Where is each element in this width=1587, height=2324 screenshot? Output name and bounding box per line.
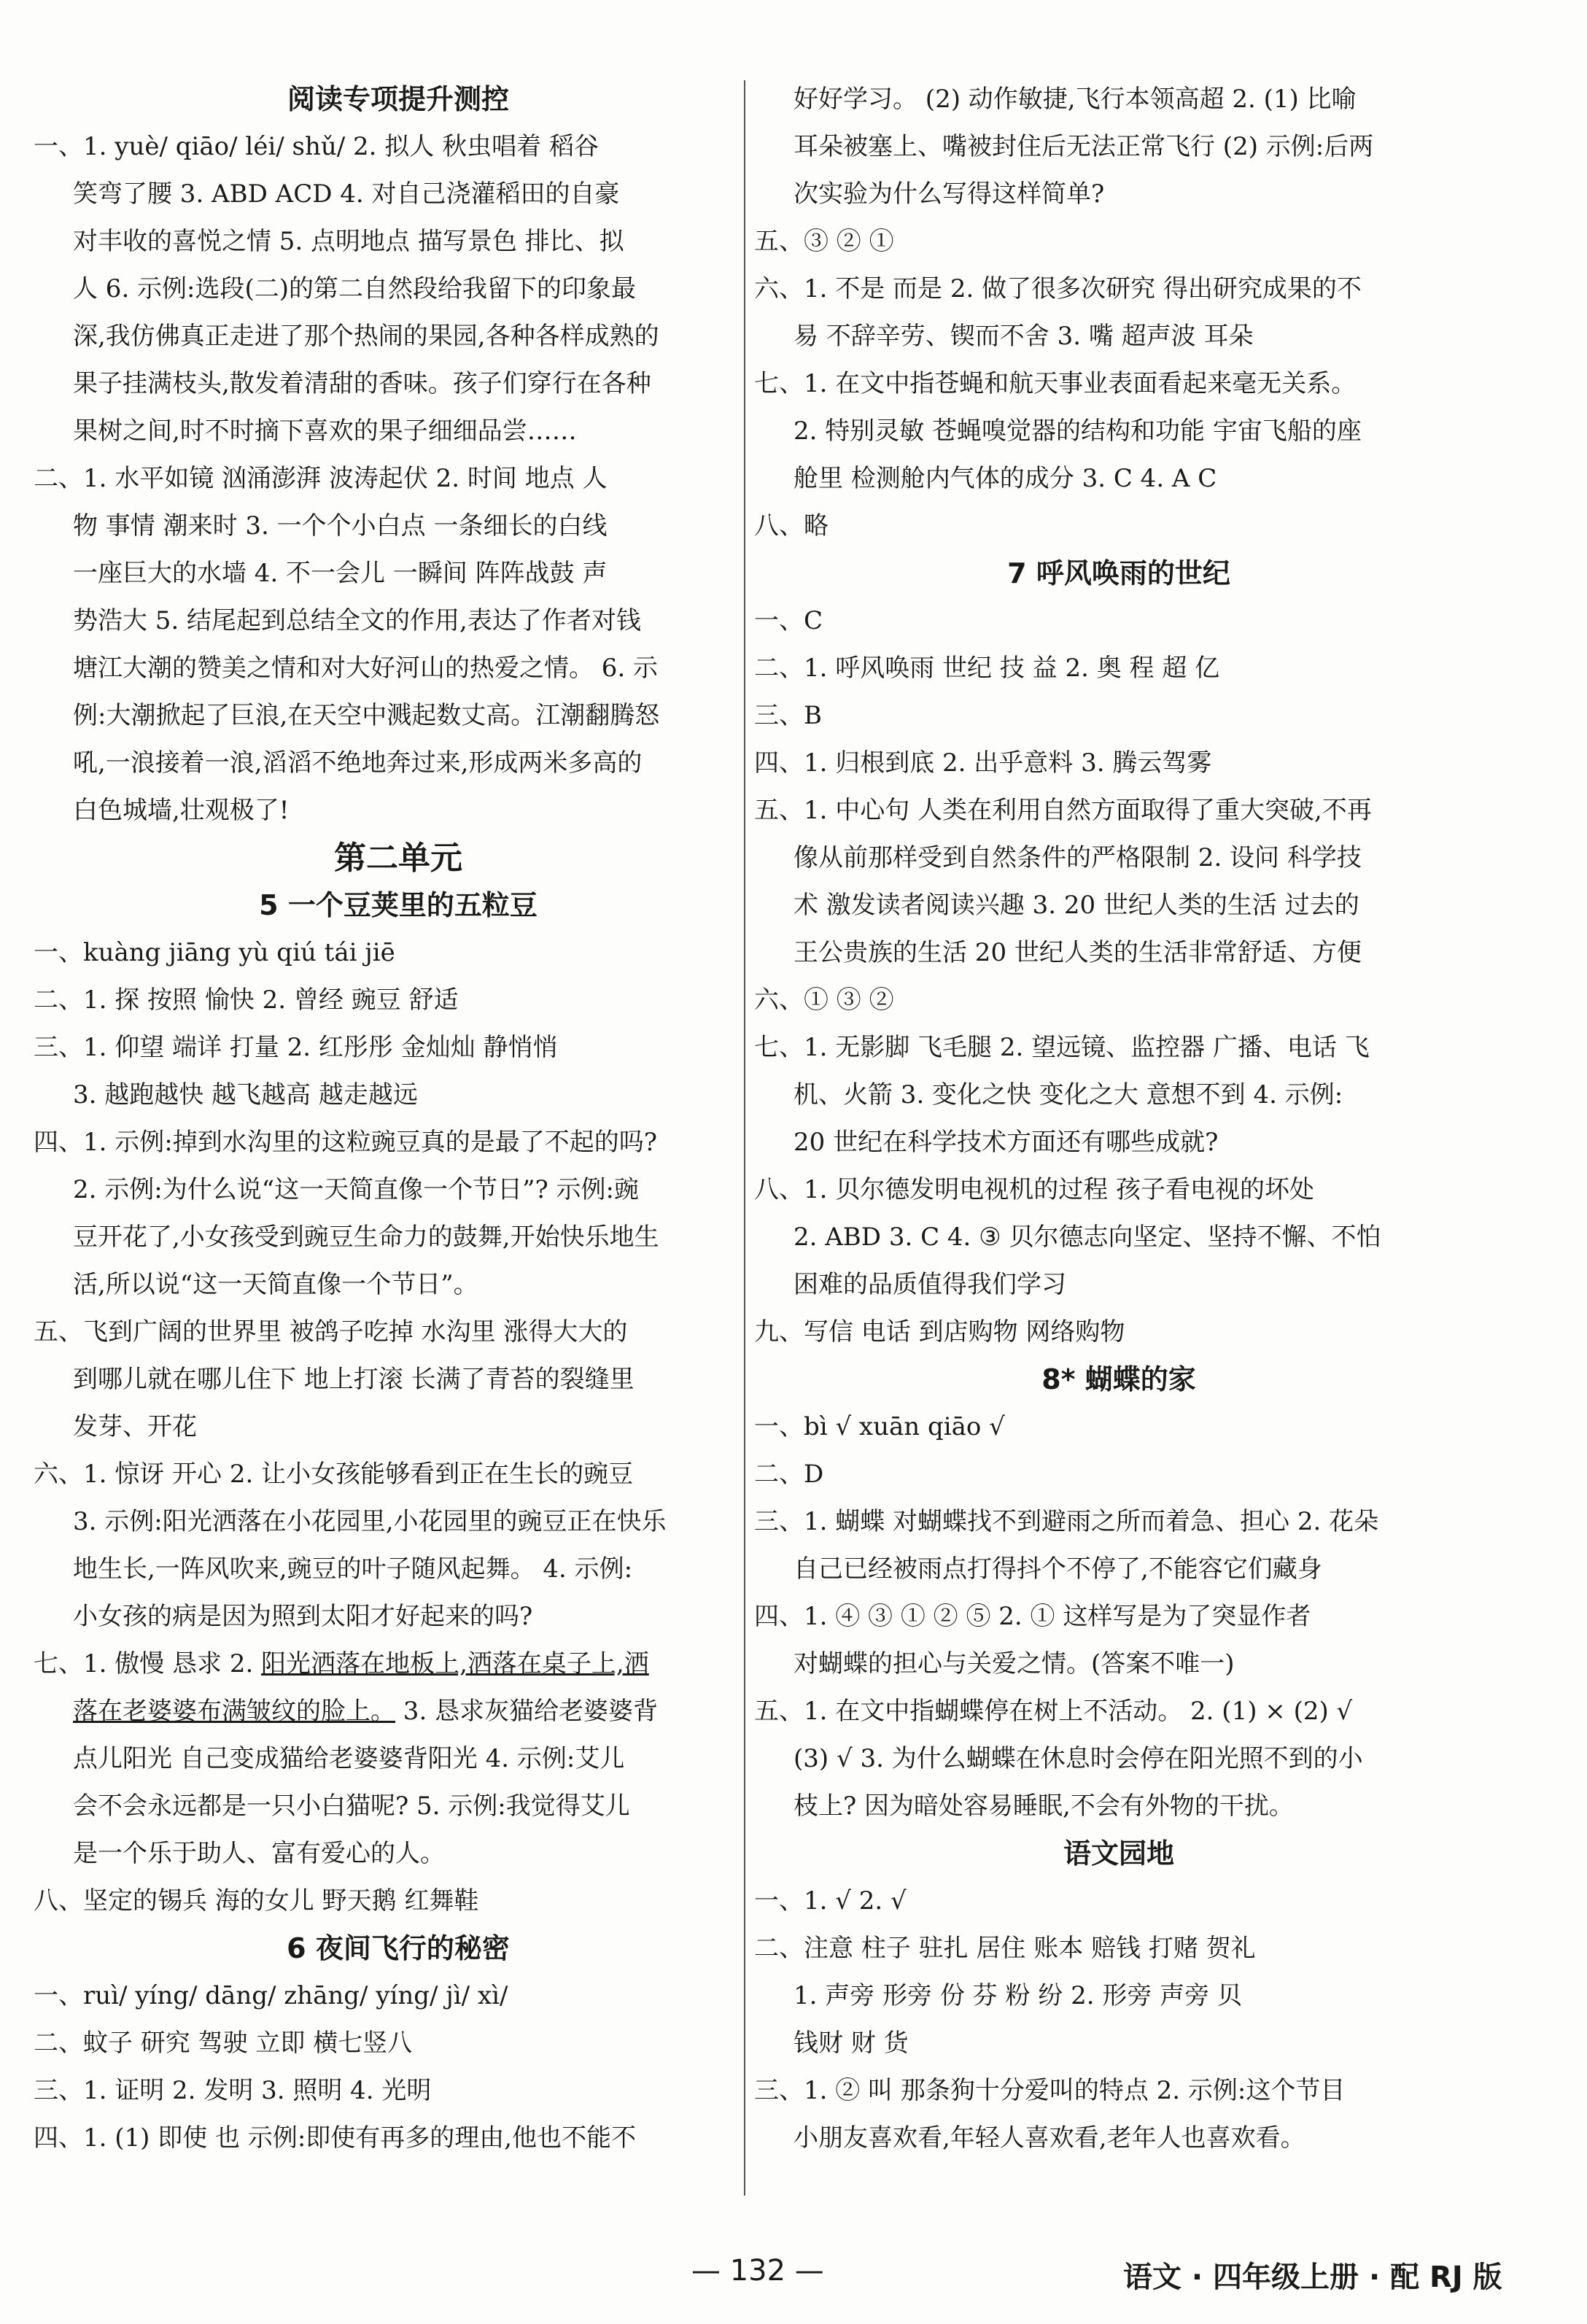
answer-line: 四、1. 示例:掉到水沟里的这粒豌豆真的是最了不起的吗? (34, 1128, 657, 1157)
answer-line: 吼,一浪接着一浪,滔滔不绝地奔过来,形成两米多高的 (73, 748, 643, 778)
answer-line: 三、B (754, 701, 822, 730)
answer-line: 到哪儿就在哪儿住下 地上打滚 长满了青苔的裂缝里 (73, 1365, 635, 1394)
answer-line: 活,所以说“这一天简直像一个节日”。 (73, 1270, 478, 1299)
answer-line: 例:大潮掀起了巨浪,在天空中溅起数丈高。江潮翻腾怒 (73, 701, 660, 730)
answer-line (34, 1641, 763, 1688)
answer-line: 一座巨大的水墙 4. 不一会儿 一瞬间 阵阵战鼓 声 (73, 559, 608, 588)
section-heading: 阅读专项提升测控 (287, 83, 509, 115)
answer-line: 是一个乐于助人、富有爱心的人。 (73, 1839, 445, 1868)
page-footer (0, 2254, 1587, 2298)
answer-line: 势浩大 5. 结尾起到总结全文的作用,表达了作者对钱 (73, 606, 641, 635)
answer-text: 3. 恳求灰猫给老婆婆背 (395, 1697, 659, 1726)
answer-line: 术 激发读者阅读兴趣 3. 20 世纪人类的生活 过去的 (794, 891, 1359, 920)
underlined-answer: 阳光洒落在地板上,洒落在桌子上,洒 (261, 1649, 649, 1678)
answer-line: 二、1. 探 按照 愉快 2. 曾经 豌豆 舒适 (34, 985, 459, 1015)
answer-line: 钱财 财 货 (794, 2029, 909, 2058)
answer-line: 一、1. √ 2. √ (754, 1886, 907, 1916)
answer-line: 一、1. yuè/ qiāo/ léi/ shǔ/ 2. 拟人 秋虫唱着 稻谷 (34, 132, 599, 161)
answer-line: 二、注意 柱子 驻扎 居住 账本 赔钱 打赌 贺礼 (754, 1934, 1256, 1963)
answer-line: 四、1. (1) 即使 也 示例:即使有再多的理由,他也不能不 (34, 2123, 637, 2153)
answer-line: 王公贵族的生活 20 世纪人类的生活非常舒适、方便 (794, 938, 1362, 967)
left-column (34, 76, 763, 2162)
answer-line: 2. 示例:为什么说“这一天简直像一个节日”? 示例:豌 (73, 1175, 639, 1204)
answer-line: 易 不辞辛劳、锲而不舍 3. 嘴 超声波 耳朵 (794, 322, 1254, 351)
answer-line: 二、蚊子 研究 驾驶 立即 横七竖八 (34, 2029, 413, 2058)
section-heading: 语文园地 (1063, 1837, 1174, 1870)
answer-line: 一、kuàng jiāng yù qiú tái jiē (34, 938, 395, 967)
answer-line: 六、1. 惊讶 开心 2. 让小女孩能够看到正在生长的豌豆 (34, 1460, 634, 1489)
answer-line: 七、1. 无影脚 飞毛腿 2. 望远镜、监控器 广播、电话 飞 (754, 1033, 1370, 1062)
answer-line: 九、写信 电话 到店购物 网络购物 (754, 1317, 1125, 1347)
answer-line: 深,我仿佛真正走进了那个热闹的果园,各种各样成熟的 (73, 322, 659, 351)
answer-line: 困难的品质值得我们学习 (794, 1270, 1066, 1299)
answer-line: 点儿阳光 自己变成猫给老婆婆背阳光 4. 示例:艾儿 (73, 1744, 625, 1773)
answer-line: 果子挂满枝头,散发着清甜的香味。孩子们穿行在各种 (73, 369, 651, 398)
answer-line: 八、1. 贝尔德发明电视机的过程 孩子看电视的坏处 (754, 1175, 1315, 1204)
lesson-heading: 5 一个豆荚里的五粒豆 (259, 889, 538, 921)
answer-line: 3. 示例:阳光洒落在小花园里,小花园里的豌豆正在快乐 (73, 1507, 667, 1536)
answer-line: 八、略 (754, 511, 829, 541)
answer-line: 机、火箭 3. 变化之快 变化之大 意想不到 4. 示例: (794, 1080, 1343, 1109)
answer-line: 笑弯了腰 3. ABD ACD 4. 对自己浇灌稻田的自豪 (73, 179, 620, 209)
answer-line: 三、1. 仰望 端详 打量 2. 红彤彤 金灿灿 静悄悄 (34, 1033, 558, 1062)
answer-line (34, 1688, 763, 1735)
lesson-heading: 7 呼风唤雨的世纪 (1007, 557, 1230, 589)
underlined-answer: 落在老婆婆布满皱纹的脸上。 (73, 1697, 395, 1726)
answer-line: 耳朵被塞上、嘴被封住后无法正常飞行 (2) 示例:后两 (794, 132, 1374, 161)
answer-line: 自己已经被雨点打得抖个不停了,不能容它们藏身 (794, 1554, 1322, 1584)
answer-line: 八、坚定的锡兵 海的女儿 野天鹅 红舞鞋 (34, 1886, 479, 1916)
answer-line: 豆开花了,小女孩受到豌豆生命力的鼓舞,开始快乐地生 (73, 1223, 659, 1252)
answer-line: 果树之间,时不时摘下喜欢的果子细细品尝…… (73, 417, 577, 446)
answer-text: 七、1. 傲慢 恳求 2. (34, 1649, 262, 1678)
answer-line: 物 事情 潮来时 3. 一个个小白点 一条细长的白线 (73, 511, 608, 541)
answer-line: 四、1. 归根到底 2. 出乎意料 3. 腾云驾雾 (754, 748, 1212, 778)
answer-line: 三、1. ② 叫 那条狗十分爱叫的特点 2. 示例:这个节目 (754, 2076, 1346, 2105)
answer-line: 一、C (754, 606, 823, 635)
answer-line: 六、① ③ ② (754, 985, 894, 1015)
answer-line: 像从前那样受到自然条件的严格限制 2. 设问 科学技 (794, 843, 1362, 872)
answer-line: 六、1. 不是 而是 2. 做了很多次研究 得出研究成果的不 (754, 274, 1362, 303)
answer-line: 三、1. 蝴蝶 对蝴蝶找不到避雨之所而着急、担心 2. 花朵 (754, 1507, 1379, 1536)
answer-line: 对蝴蝶的担心与关爱之情。(答案不唯一) (794, 1649, 1235, 1678)
answer-line: 3. 越跑越快 越飞越高 越走越远 (73, 1080, 418, 1109)
answer-line: 20 世纪在科学技术方面还有哪些成就? (794, 1128, 1219, 1157)
answer-line: 地生长,一阵风吹来,豌豆的叶子随风起舞。 4. 示例: (73, 1554, 633, 1584)
answer-line: 一、ruì/ yíng/ dāng/ zhāng/ yíng/ jì/ xì/ (34, 1981, 508, 2010)
answer-line: (3) √ 3. 为什么蝴蝶在休息时会停在阳光照不到的小 (794, 1744, 1363, 1773)
answer-line: 四、1. ④ ③ ① ② ⑤ 2. ① 这样写是为了突显作者 (754, 1602, 1311, 1631)
answer-line: 一、bì √ xuān qiāo √ (754, 1412, 1005, 1441)
answer-line: 会不会永远都是一只小白猫呢? 5. 示例:我觉得艾儿 (73, 1792, 630, 1821)
answer-line: 塘江大潮的赞美之情和对大好河山的热爱之情。 6. 示 (73, 654, 659, 683)
answer-line: 舱里 检测舱内气体的成分 3. C 4. A C (794, 464, 1217, 493)
unit-heading: 第二单元 (334, 840, 462, 877)
answer-line: 五、③ ② ① (754, 227, 894, 256)
answer-line: 人 6. 示例:选段(二)的第二自然段给我留下的印象最 (73, 274, 637, 303)
answer-line: 五、1. 在文中指蝴蝶停在树上不活动。 2. (1) × (2) √ (754, 1697, 1353, 1726)
answer-line: 2. 特别灵敏 苍蝇嗅觉器的结构和功能 宇宙飞船的座 (794, 417, 1362, 446)
answer-line: 五、1. 中心句 人类在利用自然方面取得了重大突破,不再 (754, 796, 1372, 825)
page-number: — 132 — (691, 2254, 824, 2288)
answer-line: 好好学习。 (2) 动作敏捷,飞行本领高超 2. (1) 比喻 (794, 85, 1357, 114)
answer-line: 白色城墙,壮观极了! (73, 796, 290, 825)
answer-line: 小女孩的病是因为照到太阳才好起来的吗? (73, 1602, 533, 1631)
answer-line: 枝上? 因为暗处容易睡眠,不会有外物的干扰。 (794, 1792, 1294, 1821)
answer-line: 二、1. 呼风唤雨 世纪 技 益 2. 奥 程 超 亿 (754, 654, 1220, 683)
answer-line: 发芽、开花 (73, 1412, 197, 1441)
answer-line: 对丰收的喜悦之情 5. 点明地点 描写景色 排比、拟 (73, 227, 624, 256)
answer-line: 二、1. 水平如镜 汹涌澎湃 波涛起伏 2. 时间 地点 人 (34, 464, 608, 493)
answer-line: 七、1. 在文中指苍蝇和航天事业表面看起来毫无关系。 (754, 369, 1357, 398)
book-info: 语文 · 四年级上册 · 配 RJ 版 (1123, 2261, 1502, 2294)
answer-line: 五、飞到广阔的世界里 被鸽子吃掉 水沟里 涨得大大的 (34, 1317, 628, 1347)
lesson-heading: 6 夜间飞行的秘密 (287, 1932, 510, 1964)
answer-line: 小朋友喜欢看,年轻人喜欢看,老年人也喜欢看。 (794, 2123, 1305, 2153)
answer-line: 三、1. 证明 2. 发明 3. 照明 4. 光明 (34, 2076, 432, 2105)
answer-line: 次实验为什么写得这样简单? (794, 179, 1105, 209)
answer-line: 2. ABD 3. C 4. ③ 贝尔德志向坚定、坚持不懈、不怕 (794, 1223, 1381, 1252)
lesson-heading: 8* 蝴蝶的家 (1041, 1363, 1196, 1395)
answer-line: 1. 声旁 形旁 份 芬 粉 纷 2. 形旁 声旁 贝 (794, 1981, 1242, 2010)
answer-line: 二、D (754, 1460, 824, 1489)
right-column (754, 76, 1483, 2162)
